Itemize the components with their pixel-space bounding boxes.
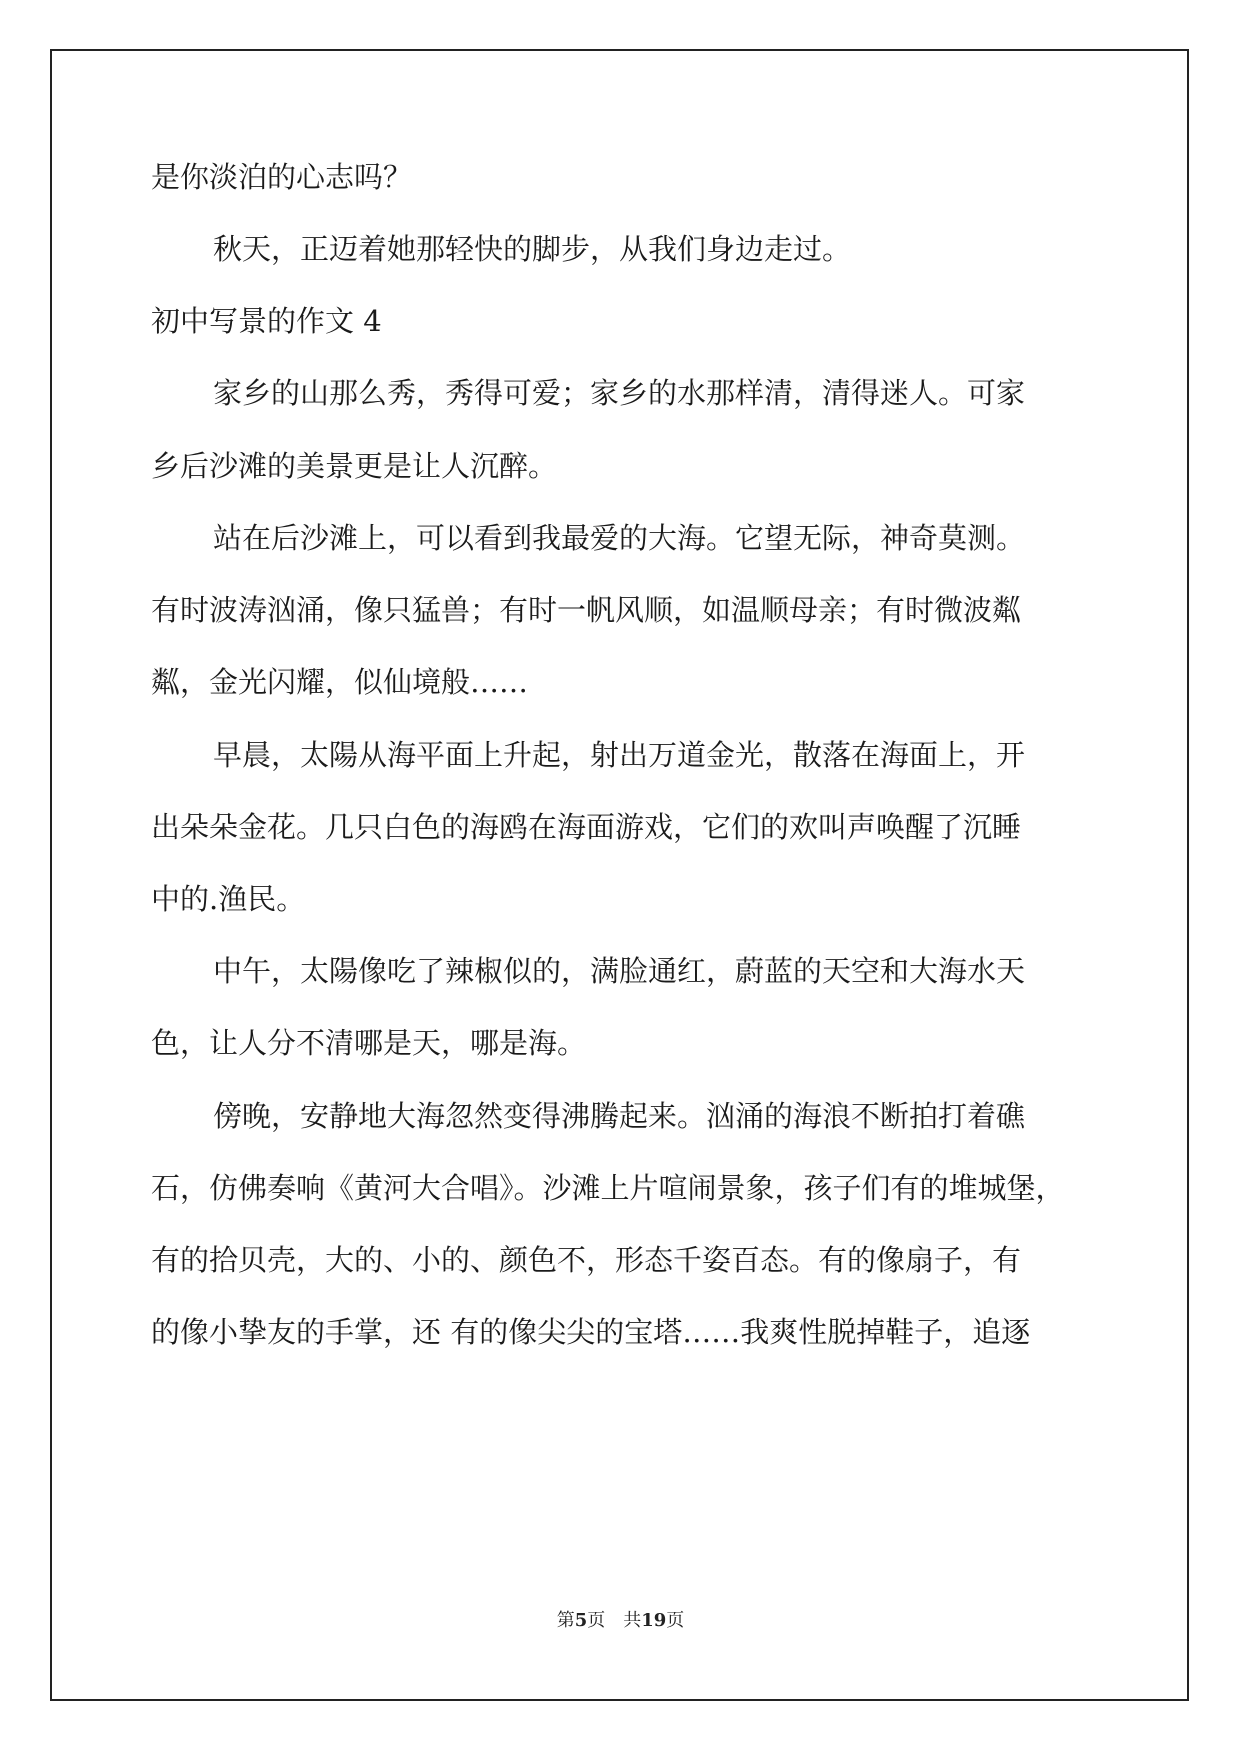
text-line: 出朵朵金花。几只白色的海鸥在海面游戏，它们的欢叫声唤醒了沉睡: [151, 810, 1022, 844]
text-line: 中的.渔民。: [151, 882, 306, 916]
footer-prefix: 第: [556, 1610, 575, 1631]
paragraph-line: 早晨，太陽从海平面上升起，射出万道金光，散落在海面上，开: [213, 738, 1026, 772]
text-line: 有时波涛汹涌，像只猛兽；有时一帆风顺，如温顺母亲；有时微波粼: [151, 593, 1022, 627]
paragraph-line: 家乡的山那么秀，秀得可爱；家乡的水那样清，清得迷人。可家: [213, 376, 1026, 410]
text-line: 石，仿佛奏响《黄河大合唱》。沙滩上片喧闹景象，孩子们有的堆城堡，: [151, 1171, 1065, 1205]
text-line: 色，让人分不清哪是天，哪是海。: [151, 1026, 587, 1060]
footer-mid: 页 共: [587, 1610, 642, 1631]
text-line: 粼，金光闪耀，似仙境般……: [151, 665, 529, 699]
section-heading: 初中写景的作文 4: [151, 304, 382, 338]
page-border: [50, 49, 1189, 1701]
text-line: 是你淡泊的心志吗？: [151, 160, 413, 194]
text-line: 的像小挚友的手掌，还 有的像尖尖的宝塔……我爽性脱掉鞋子，追逐: [151, 1315, 1031, 1349]
page-number: 5: [574, 1610, 588, 1631]
text-line: 有的拾贝壳，大的、小的、颜色不，形态千姿百态。有的像扇子，有: [151, 1243, 1022, 1277]
paragraph-line: 秋天，正迈着她那轻快的脚步，从我们身边走过。: [213, 232, 852, 266]
paragraph-line: 中午，太陽像吃了辣椒似的，满脸通红，蔚蓝的天空和大海水天: [213, 954, 1026, 988]
paragraph-line: 站在后沙滩上，可以看到我最爱的大海。它望无际，神奇莫测。: [213, 521, 1026, 555]
total-pages: 19: [641, 1610, 667, 1631]
paragraph-line: 傍晚，安静地大海忽然变得沸腾起来。汹涌的海浪不断拍打着礁: [213, 1099, 1026, 1133]
text-line: 乡后沙滩的美景更是让人沉醉。: [151, 449, 558, 483]
footer-suffix: 页: [666, 1610, 685, 1631]
page-footer: [0, 1606, 1241, 1632]
